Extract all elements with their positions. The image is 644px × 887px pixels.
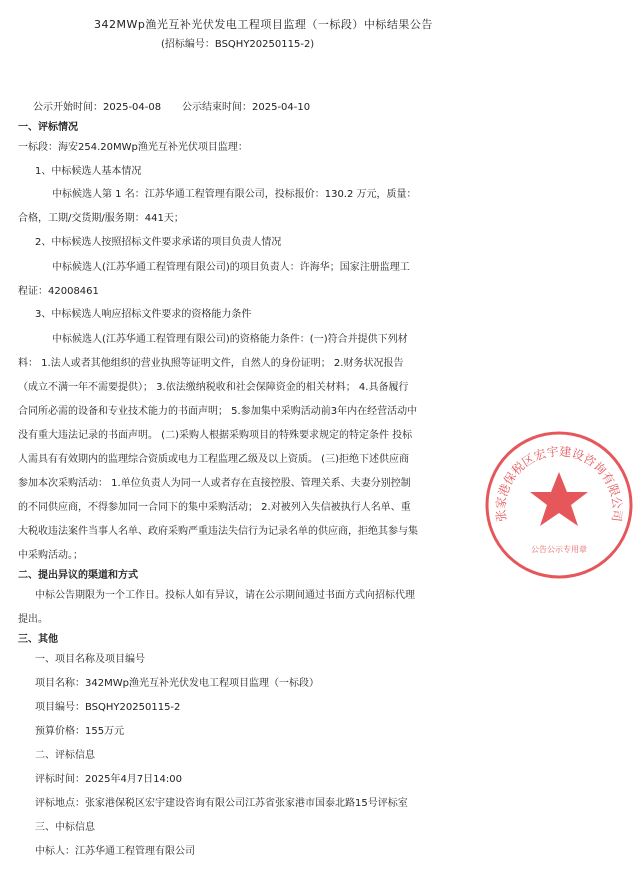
section2-text-2: 提出。 <box>18 614 48 625</box>
sub1-heading: 1、中标候选人基本情况 <box>35 166 142 177</box>
sub2-text-2: 程证：42008461 <box>18 286 99 297</box>
seal-star-icon <box>530 472 588 526</box>
sub3-line: 中采购活动。； <box>18 550 83 561</box>
announce-start-time: 公示开始时间：2025-04-08 <box>33 102 162 113</box>
seal-purpose-text: 公告公示专用章 <box>531 545 587 554</box>
sub3-line: 人需具有有效期内的监理综合资质或电力工程监理乙级及以上资质。 (三)拒绝下述供应商 <box>18 454 409 465</box>
sub3-line: 的不同供应商，不得参加同一合同下的集中采购活动； 2.对被列入失信被执行人名单、重 <box>18 502 411 513</box>
project-name: 项目名称：342MWp渔光互补光伏发电工程项目监理（一标段） <box>35 678 319 689</box>
lot-line: 一标段：海安254.20MWp渔光互补光伏项目监理： <box>18 142 248 153</box>
bid-number: (招标编号：BSQHY20250115-2) <box>161 39 315 50</box>
section2-text-1: 中标公告期限为一个工作日。投标人如有异议，请在公示期间通过书面方式向招标代理 <box>35 590 415 601</box>
document-title: 342MWp渔光互补光伏发电工程项目监理（一标段）中标结果公告 <box>94 18 433 31</box>
winner: 中标人：江苏华通工程管理有限公司 <box>35 846 195 857</box>
sub3-line: 中标候选人(江苏华通工程管理有限公司)的资格能力条件：(一)符合并提供下列材 <box>52 334 408 345</box>
seal-org-text: 张家港保税区宏宇建设咨询有限公司 <box>493 444 625 523</box>
sub1-text-2: 合格，工期/交货期/服务期：441天； <box>18 213 184 224</box>
sub1-text-1: 中标候选人第 1 名：江苏华通工程管理有限公司，投标报价：130.2 万元，质量： <box>52 189 417 200</box>
eval-place: 评标地点：张家港保税区宏宇建设咨询有限公司江苏省张家港市国泰北路15号评标室 <box>35 798 408 809</box>
section3-sub3-heading: 三、中标信息 <box>35 822 95 833</box>
sub2-heading: 2、中标候选人按照招标文件要求承诺的项目负责人情况 <box>35 237 282 248</box>
sub3-line: 大税收违法案件当事人名单、政府采购严重违法失信行为记录名单的供应商，拒绝其参与集 <box>18 526 418 537</box>
announce-end-time: 公示结束时间：2025-04-10 <box>182 102 311 113</box>
section1-heading: 一、评标情况 <box>18 122 78 133</box>
sub3-line: 合同所必需的设备和专业技术能力的书面声明； 5.参加集中采购活动前3年内在经营活动中 <box>18 406 418 417</box>
section3-sub1-heading: 一、项目名称及项目编号 <box>35 654 145 665</box>
sub3-line: 料： 1.法人或者其他组织的营业执照等证明文件，自然人的身份证明； 2.财务状况报告 <box>18 358 404 369</box>
project-code: 项目编号：BSQHY20250115-2 <box>35 702 181 713</box>
sub3-line: 参加本次采购活动： 1.单位负责人为同一人或者存在直接控股、管理关系、夫妻分别控制 <box>18 478 411 489</box>
sub2-text-1: 中标候选人(江苏华通工程管理有限公司)的项目负责人：许海华；国家注册监理工 <box>52 262 410 273</box>
sub3-line: （成立不满一年不需要提供）； 3.依法缴纳税收和社会保障资金的相关材料； 4.具备履行 <box>18 382 409 393</box>
eval-time: 评标时间：2025年4月7日14:00 <box>35 774 182 785</box>
budget-price: 预算价格：155万元 <box>35 726 125 737</box>
section3-sub2-heading: 二、评标信息 <box>35 750 95 761</box>
section3-heading: 三、其他 <box>18 634 58 645</box>
section2-heading: 二、提出异议的渠道和方式 <box>18 570 138 581</box>
company-seal-stamp <box>474 420 644 590</box>
sub3-heading: 3、中标候选人响应招标文件要求的资格能力条件 <box>35 309 252 320</box>
sub3-line: 没有重大违法记录的书面声明。 (二)采购人根据采购项目的特殊要求规定的特定条件 投标 <box>18 430 413 441</box>
